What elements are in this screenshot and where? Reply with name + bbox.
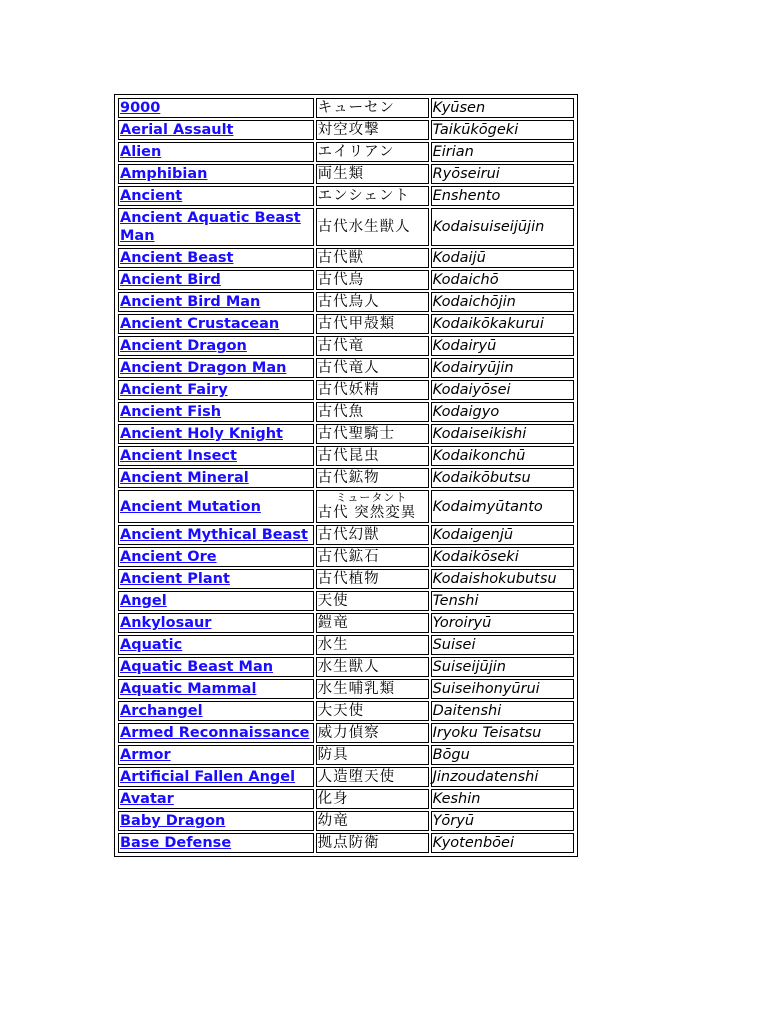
- term-link[interactable]: Ancient Aquatic Beast Man: [120, 210, 301, 244]
- japanese-text: エンシェント: [317, 188, 410, 204]
- japanese-text: 古代鉱物: [317, 470, 380, 486]
- table-row: [118, 723, 574, 743]
- english-term-cell: [118, 402, 314, 422]
- english-term-cell: [118, 164, 314, 184]
- table-row: [118, 569, 574, 589]
- romaji-cell: Suiseihonyūrui: [431, 679, 574, 699]
- romaji-cell: Kodaijū: [431, 248, 574, 268]
- table-row: [118, 789, 574, 809]
- glossary-table-frame: [114, 94, 578, 857]
- english-term-cell: [118, 248, 314, 268]
- term-link[interactable]: Ancient Bird: [120, 272, 221, 288]
- japanese-text: 人造堕天使: [317, 769, 396, 785]
- term-link[interactable]: Ancient Mutation: [120, 498, 261, 515]
- english-term-cell: [118, 701, 314, 721]
- english-term-cell: [118, 525, 314, 545]
- romaji-cell: Kodaichō: [431, 270, 574, 290]
- table-row: [118, 679, 574, 699]
- english-term-cell: [118, 679, 314, 699]
- table-row: [118, 591, 574, 611]
- romaji-cell: Bōgu: [431, 745, 574, 765]
- table-row: [118, 745, 574, 765]
- english-term-cell: [118, 292, 314, 312]
- japanese-term-cell: [316, 789, 429, 809]
- japanese-text: 古代水生獣人: [317, 219, 411, 235]
- romaji-cell: Suisei: [431, 635, 574, 655]
- table-row: [118, 402, 574, 422]
- romaji-cell: Kodaimyūtanto: [431, 490, 574, 523]
- japanese-term-cell: [316, 490, 429, 523]
- romaji-cell: Kodaisuiseijūjin: [431, 208, 574, 246]
- japanese-text: 水生獣人: [317, 659, 380, 675]
- japanese-term-cell: [316, 547, 429, 567]
- japanese-term-cell: [316, 292, 429, 312]
- romaji-cell: Kodaikōkakurui: [431, 314, 574, 334]
- romaji-cell: Kodaikonchū: [431, 446, 574, 466]
- table-row: [118, 164, 574, 184]
- japanese-term-cell: [316, 468, 429, 488]
- japanese-text: 古代鉱石: [317, 549, 380, 565]
- japanese-term-cell: [316, 657, 429, 677]
- table-row: [118, 657, 574, 677]
- romaji-cell: Keshin: [431, 789, 574, 809]
- romaji-cell: Iryoku Teisatsu: [431, 723, 574, 743]
- japanese-term-cell: [316, 142, 429, 162]
- table-row: [118, 701, 574, 721]
- term-link[interactable]: Artificial Fallen Angel: [120, 769, 296, 785]
- term-link[interactable]: 9000: [120, 100, 161, 116]
- japanese-term-cell: [316, 811, 429, 831]
- term-link[interactable]: Angel: [120, 593, 167, 609]
- english-term-cell: [118, 186, 314, 206]
- table-row: [118, 120, 574, 140]
- table-row: [118, 186, 574, 206]
- japanese-text: 古代魚: [317, 404, 365, 420]
- japanese-text: 鎧竜: [317, 615, 349, 631]
- japanese-term-cell: [316, 98, 429, 118]
- romaji-cell: Kodairyūjin: [431, 358, 574, 378]
- japanese-text: 古代 突然変異: [317, 505, 417, 521]
- term-link[interactable]: Ancient Bird Man: [120, 294, 261, 310]
- glossary-table: [116, 96, 576, 855]
- japanese-term-cell: [316, 208, 429, 246]
- japanese-term-cell: [316, 120, 429, 140]
- japanese-text: 拠点防衛: [317, 835, 380, 851]
- english-term-cell: [118, 657, 314, 677]
- japanese-text: 幼竜: [317, 813, 349, 829]
- japanese-term-cell: [316, 358, 429, 378]
- japanese-text: 威力偵察: [317, 725, 380, 741]
- english-term-cell: [118, 490, 314, 523]
- english-term-cell: [118, 547, 314, 567]
- japanese-term-cell: [316, 569, 429, 589]
- term-link[interactable]: Armed Reconnaissance: [120, 725, 310, 741]
- japanese-text: 古代昆虫: [317, 448, 380, 464]
- term-link[interactable]: Ancient Crustacean: [120, 316, 280, 332]
- english-term-cell: [118, 120, 314, 140]
- table-row: [118, 833, 574, 853]
- romaji-cell: Jinzoudatenshi: [431, 767, 574, 787]
- japanese-text: 古代獣: [317, 250, 365, 266]
- romaji-cell: Kodaiyōsei: [431, 380, 574, 400]
- english-term-cell: [118, 270, 314, 290]
- japanese-term-cell: [316, 336, 429, 356]
- table-row: [118, 358, 574, 378]
- japanese-term-cell: [316, 525, 429, 545]
- table-row: [118, 292, 574, 312]
- japanese-text: 対空攻撃: [317, 122, 380, 138]
- romaji-cell: Eirian: [431, 142, 574, 162]
- term-link[interactable]: Ancient Fairy: [120, 382, 228, 398]
- japanese-term-cell: [316, 446, 429, 466]
- japanese-text: 古代植物: [317, 571, 380, 587]
- japanese-term-cell: [316, 723, 429, 743]
- term-link[interactable]: Aerial Assault: [120, 122, 234, 138]
- english-term-cell: [118, 446, 314, 466]
- romaji-cell: Kodaigenjū: [431, 525, 574, 545]
- term-link[interactable]: Aquatic: [120, 637, 183, 653]
- term-link[interactable]: Ancient Beast: [120, 250, 234, 266]
- table-row: [118, 270, 574, 290]
- english-term-cell: [118, 767, 314, 787]
- romaji-cell: Kodaigyo: [431, 402, 574, 422]
- romaji-cell: Suiseijūjin: [431, 657, 574, 677]
- table-row: [118, 380, 574, 400]
- english-term-cell: [118, 358, 314, 378]
- romaji-cell: Ryōseirui: [431, 164, 574, 184]
- japanese-text: 古代鳥人: [317, 294, 380, 310]
- romaji-cell: Kodaishokubutsu: [431, 569, 574, 589]
- term-link[interactable]: Archangel: [120, 703, 203, 719]
- japanese-term-cell: [316, 424, 429, 444]
- table-row: [118, 314, 574, 334]
- glossary-table-body: [118, 98, 574, 853]
- term-link[interactable]: Ancient Insect: [120, 448, 237, 464]
- japanese-text: 両生類: [317, 166, 365, 182]
- term-link[interactable]: Amphibian: [120, 166, 208, 182]
- table-row: [118, 424, 574, 444]
- english-term-cell: [118, 468, 314, 488]
- japanese-term-cell: [316, 635, 429, 655]
- japanese-term-cell: [316, 833, 429, 853]
- english-term-cell: [118, 208, 314, 246]
- japanese-text: 古代幻獣: [317, 527, 380, 543]
- term-link[interactable]: Ancient Fish: [120, 404, 222, 420]
- japanese-term-cell: [316, 745, 429, 765]
- japanese-term-cell: [316, 701, 429, 721]
- japanese-text: 水生: [317, 637, 349, 653]
- term-link[interactable]: Alien: [120, 144, 162, 160]
- japanese-text: 古代竜人: [317, 360, 380, 376]
- table-row: [118, 811, 574, 831]
- english-term-cell: [118, 789, 314, 809]
- romaji-cell: Daitenshi: [431, 701, 574, 721]
- english-term-cell: [118, 811, 314, 831]
- japanese-text: 古代甲殻類: [317, 316, 396, 332]
- romaji-cell: Yōryū: [431, 811, 574, 831]
- japanese-term-cell: [316, 164, 429, 184]
- japanese-text: 古代鳥: [317, 272, 365, 288]
- japanese-text: 古代妖精: [317, 382, 380, 398]
- japanese-text: 水生哺乳類: [317, 681, 396, 697]
- table-row: [118, 142, 574, 162]
- english-term-cell: [118, 98, 314, 118]
- english-term-cell: [118, 613, 314, 633]
- romaji-cell: Taikūkōgeki: [431, 120, 574, 140]
- japanese-text: 化身: [317, 791, 349, 807]
- term-link[interactable]: Aquatic Mammal: [120, 681, 257, 697]
- table-row: [118, 767, 574, 787]
- term-link[interactable]: Aquatic Beast Man: [120, 659, 274, 675]
- term-link[interactable]: Base Defense: [120, 835, 232, 851]
- english-term-cell: [118, 723, 314, 743]
- term-link[interactable]: Ankylosaur: [120, 615, 212, 631]
- english-term-cell: [118, 833, 314, 853]
- english-term-cell: [118, 336, 314, 356]
- english-term-cell: [118, 745, 314, 765]
- japanese-text: 大天使: [317, 703, 365, 719]
- japanese-term-cell: [316, 613, 429, 633]
- term-link[interactable]: Ancient Mineral: [120, 470, 249, 486]
- romaji-cell: Tenshi: [431, 591, 574, 611]
- japanese-term-cell: [316, 314, 429, 334]
- japanese-term-cell: [316, 402, 429, 422]
- romaji-cell: Kyotenbōei: [431, 833, 574, 853]
- japanese-text: 古代竜: [317, 338, 365, 354]
- table-row: [118, 490, 574, 523]
- romaji-cell: Kodaichōjin: [431, 292, 574, 312]
- english-term-cell: [118, 314, 314, 334]
- table-row: [118, 98, 574, 118]
- japanese-text: 天使: [317, 593, 349, 609]
- term-link[interactable]: Armor: [120, 747, 171, 763]
- term-link[interactable]: Ancient: [120, 188, 183, 204]
- english-term-cell: [118, 142, 314, 162]
- romaji-cell: Kyūsen: [431, 98, 574, 118]
- english-term-cell: [118, 591, 314, 611]
- furigana-text: ミュータント: [335, 491, 408, 504]
- japanese-term-cell: [316, 270, 429, 290]
- term-link[interactable]: Ancient Dragon Man: [120, 360, 287, 376]
- table-row: [118, 635, 574, 655]
- table-row: [118, 468, 574, 488]
- term-link[interactable]: Avatar: [120, 791, 174, 807]
- romaji-cell: Yoroiryū: [431, 613, 574, 633]
- romaji-cell: Kodairyū: [431, 336, 574, 356]
- table-row: [118, 525, 574, 545]
- english-term-cell: [118, 635, 314, 655]
- japanese-text: 古代聖騎士: [317, 426, 396, 442]
- table-row: [118, 446, 574, 466]
- japanese-term-cell: [316, 248, 429, 268]
- japanese-term-cell: [316, 767, 429, 787]
- table-row: [118, 336, 574, 356]
- japanese-term-cell: [316, 380, 429, 400]
- term-link[interactable]: Ancient Ore: [120, 549, 217, 565]
- romaji-cell: Kodaikōbutsu: [431, 468, 574, 488]
- japanese-text: キューセン: [317, 100, 395, 116]
- japanese-text: エイリアン: [317, 144, 395, 160]
- table-row: [118, 547, 574, 567]
- romaji-cell: Enshento: [431, 186, 574, 206]
- table-row: [118, 208, 574, 246]
- japanese-text: 防具: [317, 747, 349, 763]
- term-link[interactable]: Ancient Dragon: [120, 338, 247, 354]
- term-link[interactable]: Ancient Plant: [120, 571, 230, 587]
- term-link[interactable]: Ancient Mythical Beast: [120, 527, 308, 543]
- japanese-term-cell: [316, 591, 429, 611]
- english-term-cell: [118, 380, 314, 400]
- romaji-cell: Kodaiseikishi: [431, 424, 574, 444]
- table-row: [118, 248, 574, 268]
- english-term-cell: [118, 569, 314, 589]
- term-link[interactable]: Baby Dragon: [120, 813, 226, 829]
- romaji-cell: Kodaikōseki: [431, 547, 574, 567]
- term-link[interactable]: Ancient Holy Knight: [120, 426, 283, 442]
- english-term-cell: [118, 424, 314, 444]
- japanese-term-cell: [316, 679, 429, 699]
- japanese-term-cell: [316, 186, 429, 206]
- table-row: [118, 613, 574, 633]
